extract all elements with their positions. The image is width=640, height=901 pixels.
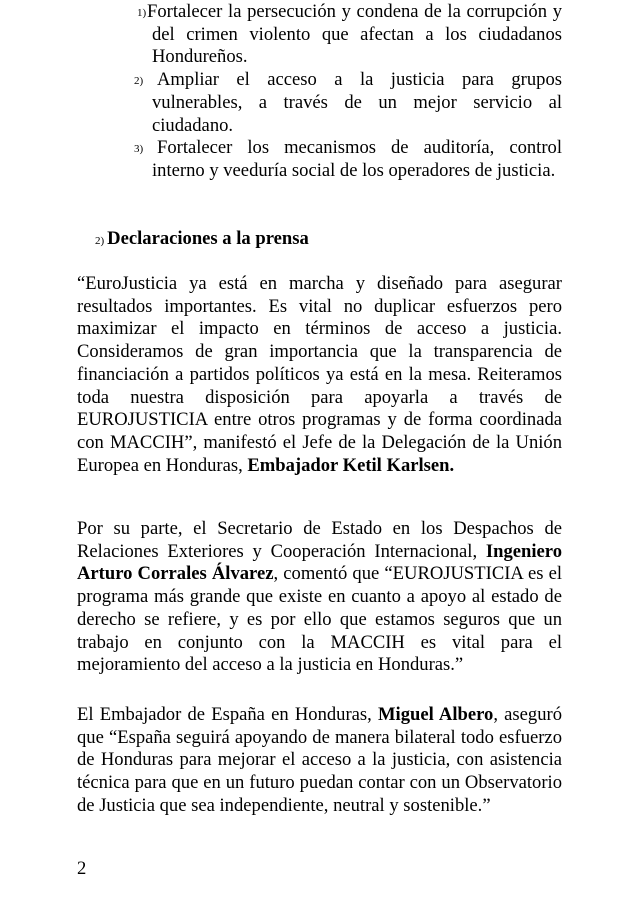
- page-number: 2: [77, 858, 87, 879]
- list-item-number: 1): [137, 7, 147, 19]
- speaker-name: Miguel Albero: [377, 704, 494, 725]
- list-item-number: 2): [134, 75, 144, 88]
- list-item-text: Ampliar el acceso a la justicia para grupos vulnerables, a través de un mejor servicio al ciudadano.: [152, 69, 562, 136]
- list-item: [0, 137, 640, 182]
- list-item-text: Fortalecer los mecanismos de auditoría, control interno y veeduría social de los operadores de justicia.: [152, 137, 562, 181]
- paragraph-text: , aseguró que “España seguirá apoyando de manera bilateral todo esfuerzo de Honduras para mejorar el acceso a la justicia, con asistencia técnica para que en un futuro puedan contar con un Observatorio de Justicia que sea independiente, neutral y sostenible.”: [77, 704, 562, 816]
- section-number: 2): [95, 235, 105, 247]
- objectives-list: [0, 1, 640, 183]
- list-item-text: Fortalecer la persecución y condena de la corrupción y del crimen violento que afectan a los ciudadanos Hondureños.: [147, 1, 562, 68]
- paragraph-text: Por su parte, el Secretario de Estado en los Despachos de Relaciones Exteriores y Cooperación Internacional,: [77, 518, 562, 562]
- section-title: Declaraciones a la prensa: [107, 228, 309, 249]
- paragraph-honduras-statement: [77, 518, 562, 677]
- list-item: [0, 1, 640, 69]
- paragraph-text: “EuroJusticia ya está en marcha y diseñado para asegurar resultados importantes. Es vital no duplicar esfuerzos pero maximizar el impacto en términos de acceso a justicia. Consideramos de gran importancia que la transparencia de financiación a partidos políticos ya está en la mesa. Reiteramos toda nuestra disposición para apoyarla a través de EUROJUSTICIA entre otros programas y de forma coordinada con MACCIH”, manifestó el Jefe de la Delegación de la Unión Europea en Honduras,: [77, 273, 562, 476]
- paragraph-eu-statement: [77, 273, 562, 477]
- list-item-number: 3): [134, 143, 144, 156]
- speaker-name: Embajador Ketil Karlsen.: [247, 454, 455, 476]
- speaker-name: Ingeniero Arturo Corrales Álvarez: [77, 540, 562, 585]
- list-item: [0, 69, 640, 137]
- paragraph-spain-statement: [77, 704, 562, 818]
- section-heading: [95, 228, 309, 253]
- paragraph-text: El Embajador de España en Honduras,: [77, 704, 378, 725]
- paragraph-text: , comentó que “EUROJUSTICIA es el programa más grande que existe en cuanto a apoyo al estado de derecho se refiere, y es por ello que estamos seguros que un trabajo en conjunto con la MACCIH es vital para el mejoramiento del acceso a la justicia en Honduras.”: [77, 563, 562, 676]
